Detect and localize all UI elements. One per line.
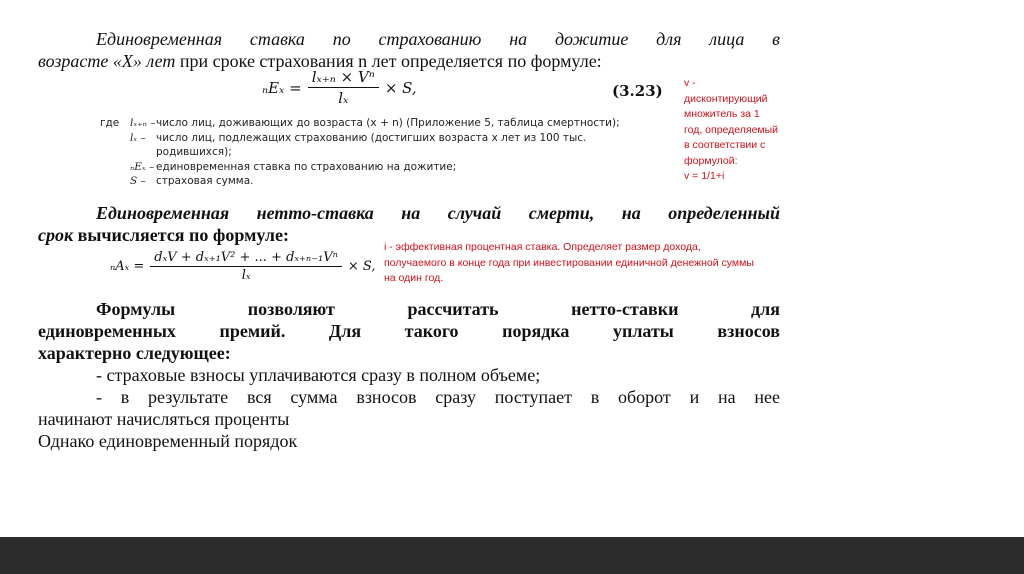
formula-2-denominator: lₓ xyxy=(241,268,251,283)
paragraph-3-line-2-text: единовременных премий. Для такого порядка уплаты взносов xyxy=(38,321,780,341)
paragraph-2-line-1-text: Единовременная нетто-ставка на случай смерти, на определенный xyxy=(96,203,780,223)
note-v-line: v = 1/1+i xyxy=(684,170,725,182)
note-i-line: i - эффективная процентная ставка. Определяет размер дохода, xyxy=(384,241,701,253)
definition-row xyxy=(100,116,660,131)
definition-text: страховая сумма. xyxy=(156,175,254,187)
formula-1-denominator: lₓ xyxy=(338,89,349,107)
paragraph-4-line-1 xyxy=(38,364,780,386)
paragraph-4-line-4 xyxy=(38,430,780,452)
paragraph-2-line-2 xyxy=(38,224,378,246)
definition-text: число лиц, доживающих до возраста (x + n) (Приложение 5, таблица смертности); xyxy=(156,117,620,129)
formula-1-fraction xyxy=(308,68,379,107)
definition-symbol: lₓ₊ₙ – xyxy=(130,117,156,129)
definition-row xyxy=(100,160,660,175)
formula-1-tail: × S, xyxy=(384,78,417,97)
note-i-interest-rate xyxy=(384,240,824,287)
note-v-line: формулой: xyxy=(684,154,738,167)
definition-row xyxy=(100,131,660,160)
formula-number: (3.23) xyxy=(612,82,663,100)
definition-symbol: ₙEₓ – xyxy=(130,160,155,173)
paragraph-3-line-1 xyxy=(38,298,780,320)
bottom-bar xyxy=(0,537,1024,574)
term-word: срок xyxy=(38,225,74,245)
where-label: где xyxy=(100,117,120,129)
paragraph-3-line-3 xyxy=(38,342,780,364)
note-v-line: год, определяемый xyxy=(684,123,779,136)
formula-death-insurance xyxy=(110,250,376,283)
note-v-line: в соответствии с xyxy=(684,139,766,151)
paragraph-3-line-2 xyxy=(38,320,780,342)
paragraph-1-line-1 xyxy=(38,28,780,50)
paragraph-3-line-1-text: Формулы позволяют рассчитать нетто-ставки для xyxy=(96,299,780,319)
paragraph-1-line-2-rest: при сроке страхования n лет определяется по формуле: xyxy=(175,51,602,71)
paragraph-4-line-3 xyxy=(38,408,780,430)
definitions-list xyxy=(100,116,660,189)
note-i-line: получаемого в конце года при инвестировании единичной денежной суммы xyxy=(384,256,754,269)
closing-line: Однако единовременный порядок xyxy=(38,431,298,451)
note-v-line: множитель за 1 xyxy=(684,108,760,120)
note-v-line: дисконтирующий xyxy=(684,92,768,105)
definition-row xyxy=(100,174,660,189)
paragraph-2-line-1 xyxy=(38,202,780,224)
note-i-line: на один год. xyxy=(384,272,444,284)
note-v-line: v - xyxy=(684,77,696,89)
formula-2-numerator: dₓV + dₓ₊₁V² + ... + dₓ₊ₙ₋₁Vⁿ xyxy=(150,250,342,267)
paragraph-2-line-2-rest: вычисляется по формуле: xyxy=(73,225,289,245)
paragraph-3-line-3-text: характерно следующее: xyxy=(38,343,231,363)
bullet-line-2: - в результате вся сумма взносов сразу поступает в оборот и на нее xyxy=(96,387,780,407)
bullet-line-1: - страховые взносы уплачиваются сразу в полном объеме; xyxy=(96,365,541,385)
definition-symbol: lₓ – xyxy=(130,131,146,144)
definition-text: число лиц, подлежащих страхованию (достигших возраста x лет из 100 тыс. родившихся); xyxy=(156,131,587,158)
formula-2-fraction xyxy=(150,250,342,283)
definition-text: единовременная ставка по страхованию на дожитие; xyxy=(156,160,457,173)
definition-symbol: S – xyxy=(130,175,146,187)
age-phrase: возрасте «X» лет xyxy=(38,51,176,71)
paragraph-1-line-1-text: Единовременная ставка по страхованию на дожитие для лица в xyxy=(96,29,780,49)
formula-1-numerator: lₓ₊ₙ × Vⁿ xyxy=(308,68,379,88)
note-v-discount-factor xyxy=(684,76,804,185)
formula-1-lhs: ₙEₓ = xyxy=(262,78,302,97)
formula-3-23 xyxy=(262,68,417,107)
formula-2-lhs: ₙAₓ = xyxy=(110,259,145,274)
formula-2-tail: × S, xyxy=(347,259,376,274)
bullet-line-2-continuation: начинают начисляться проценты xyxy=(38,409,290,429)
paragraph-4-line-2 xyxy=(38,386,780,408)
